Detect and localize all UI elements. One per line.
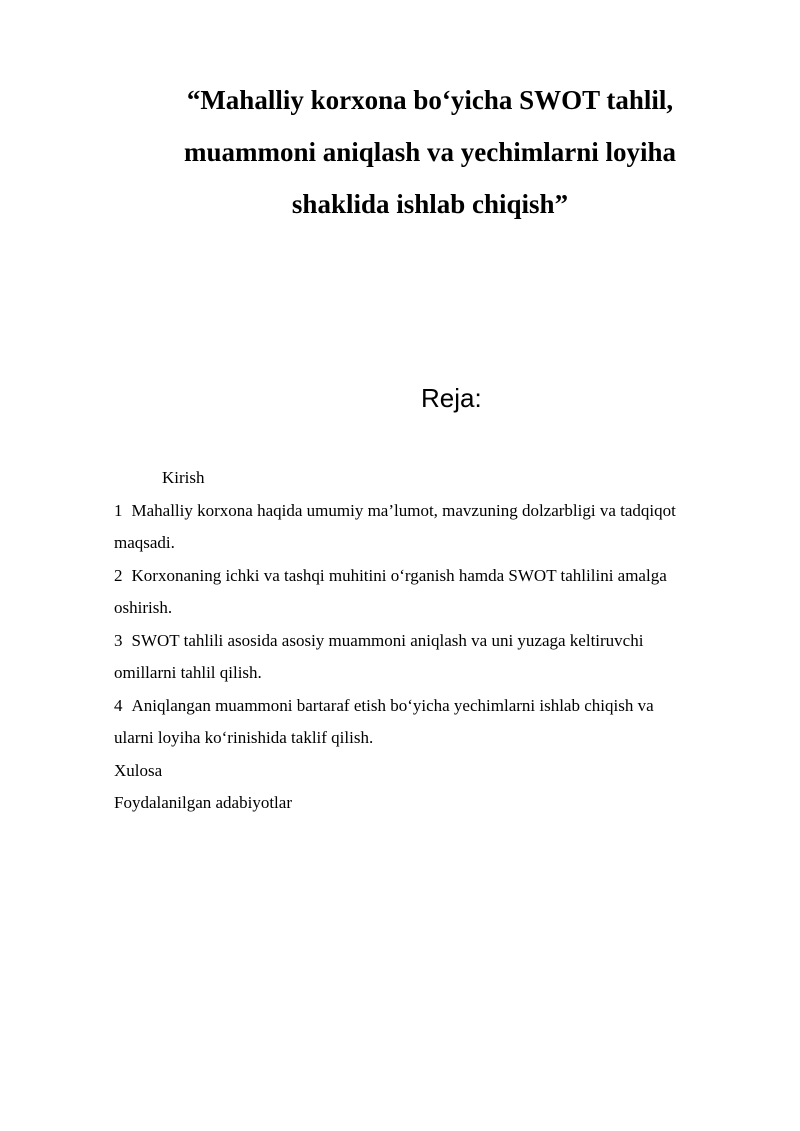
plan-heading: Reja:	[421, 383, 482, 413]
toc-item-text: Korxonaning ichki va tashqi muhitini o‘rganish hamda SWOT tahlilini amalga	[131, 565, 667, 585]
toc-item-text: Mahalliy korxona haqida umumiy ma’lumot, mavzuning dolzarbligi va tadqiqot	[131, 500, 676, 520]
toc-item-number: 3	[114, 630, 123, 650]
toc-item-text: Aniqlangan muammoni bartaraf etish bo‘yicha yechimlarni ishlab chiqish va	[131, 695, 654, 715]
toc-item-text: SWOT tahlili asosida asosiy muammoni aniqlash va uni yuzaga keltiruvchi	[131, 630, 644, 650]
toc-references: Foydalanilgan adabiyotlar	[114, 793, 292, 812]
toc-item-number: 2	[114, 565, 123, 585]
toc-item-2-continuation: oshirish.	[114, 598, 173, 617]
toc-item-4	[114, 690, 754, 723]
toc-intro: Kirish	[162, 468, 205, 487]
toc-item-4-continuation: ularni loyiha ko‘rinishida taklif qilish.	[114, 728, 374, 747]
toc-item-number: 1	[114, 500, 123, 520]
title-line-2: muammoni aniqlash va yechimlarni loyiha	[183, 137, 677, 167]
table-of-contents	[114, 462, 754, 820]
title-line-1: “Mahalliy korxona bo‘yicha SWOT tahlil,	[186, 85, 674, 115]
title-line-3: shaklida ishlab chiqish”	[291, 189, 569, 219]
toc-item-1-continuation: maqsadi.	[114, 533, 175, 552]
toc-item-2	[114, 560, 754, 593]
toc-item-3-continuation: omillarni tahlil qilish.	[114, 663, 262, 682]
toc-item-number: 4	[114, 695, 123, 715]
toc-item-1	[114, 495, 754, 528]
toc-conclusion: Xulosa	[114, 760, 163, 780]
document-title	[100, 74, 760, 230]
toc-item-3	[114, 625, 754, 658]
